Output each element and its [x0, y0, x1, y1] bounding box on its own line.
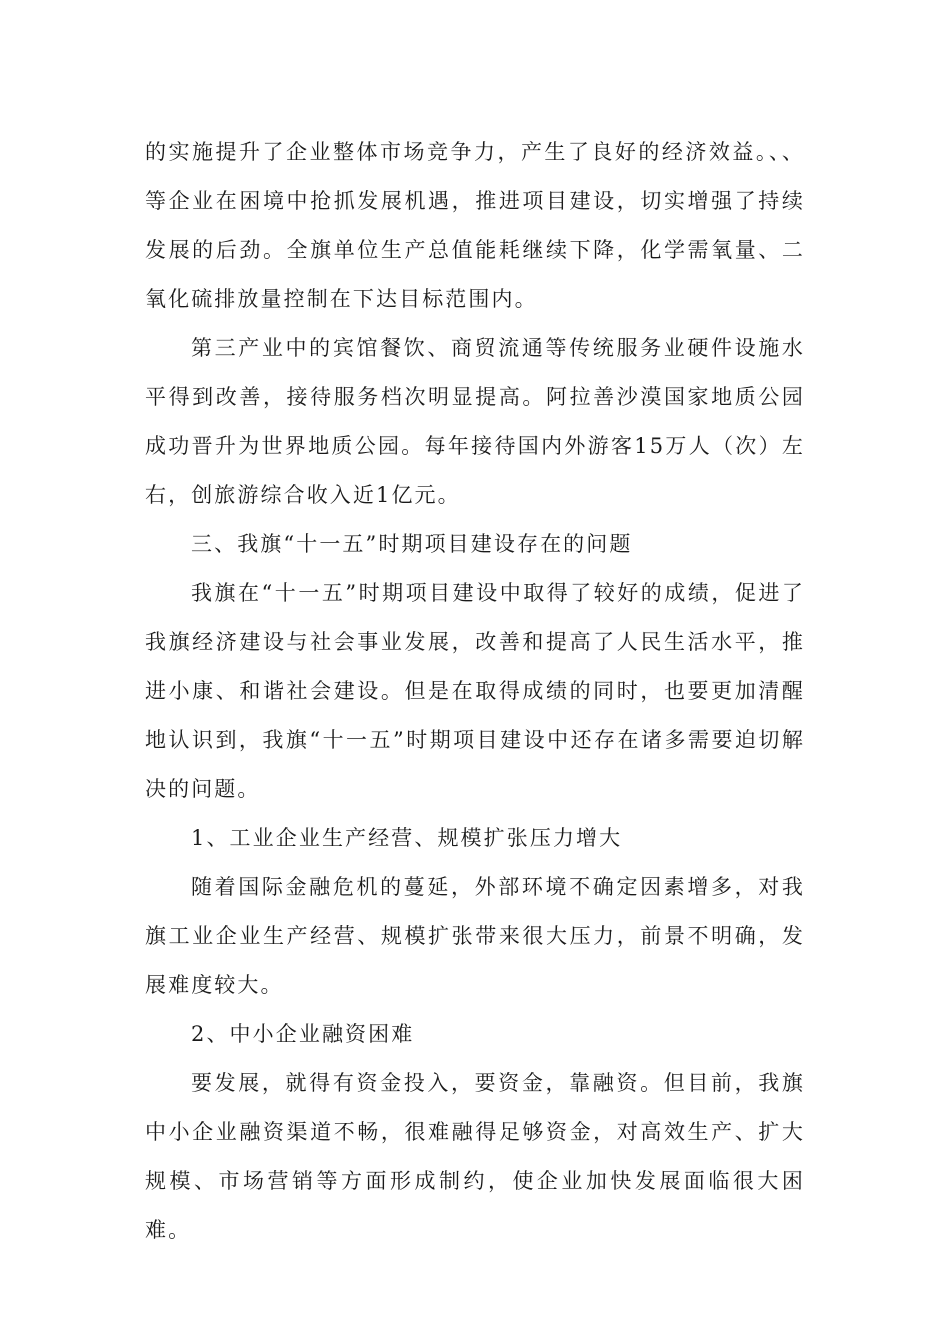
paragraph-financial-crisis: 随着国际金融危机的蔓延，外部环境不确定因素增多，对我旗工业企业生产经营、规模扩张带来很大压力，前景不明确，发展难度较大。: [145, 875, 805, 997]
subheading-financing-difficulty: 2、中小企业融资困难: [191, 1022, 415, 1046]
paragraph-tertiary-industry: 第三产业中的宾馆餐饮、商贸流通等传统服务业硬件设施水平得到改善，接待服务档次明显提高。阿拉善沙漠国家地质公园成功晋升为世界地质公园。每年接待国内外游客15万人（次）左右，创旅游综合收入近1亿元。: [145, 336, 805, 507]
paragraph-continued: 的实施提升了企业整体市场竞争力，产生了良好的经济效益。、、等企业在困境中抢抓发展机遇，推进项目建设，切实增强了持续发展的后劲。全旗单位生产总值能耗继续下降，化学需氧量、二氧化硫排放量控制在下达目标范围内。: [145, 140, 805, 311]
paragraph-financing: 要发展，就得有资金投入，要资金，靠融资。但目前，我旗中小企业融资渠道不畅，很难融得足够资金，对高效生产、扩大规模、市场营销等方面形成制约，使企业加快发展面临很大困难。: [145, 1071, 805, 1242]
document-body: [145, 128, 805, 1255]
paragraph-achievements: 我旗在“十一五”时期项目建设中取得了较好的成绩，促进了我旗经济建设与社会事业发展，改善和提高了人民生活水平，推进小康、和谐社会建设。但是在取得成绩的同时，也要更加清醒地认识到，我旗“十一五”时期项目建设中还存在诸多需要迫切解决的问题。: [145, 581, 805, 801]
section-heading-problems: 三、我旗“十一五”时期项目建设存在的问题: [191, 532, 633, 556]
subheading-industrial-pressure: 1、工业企业生产经营、规模扩张压力增大: [191, 826, 623, 850]
